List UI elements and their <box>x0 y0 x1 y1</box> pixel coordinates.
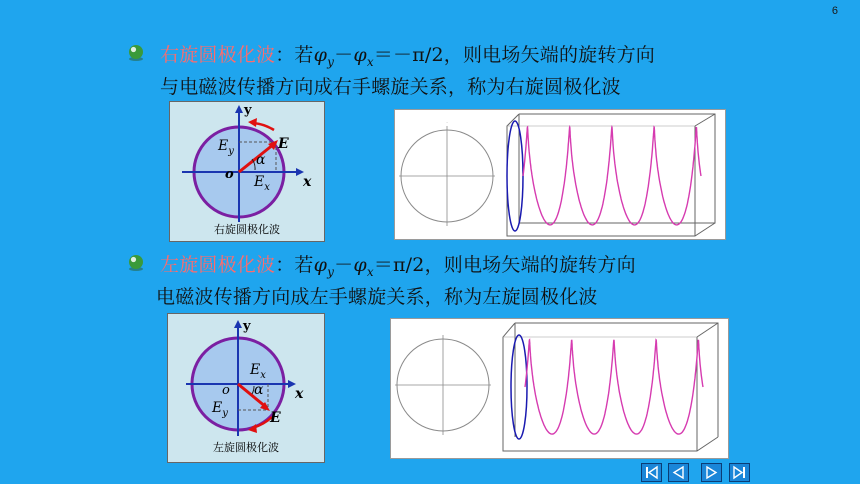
left-polarization-line2: 电磁波传播方向成左手螺旋关系，称为左旋圆极化波 <box>156 286 598 308</box>
last-slide-button[interactable] <box>729 463 750 482</box>
origin-label: o <box>222 383 230 398</box>
ex-label: $E_x$ <box>250 362 266 381</box>
e-vector-label: E <box>270 410 281 426</box>
e-vector-label: E <box>278 136 289 152</box>
x-axis-label: x <box>303 174 312 190</box>
page-number: 6 <box>831 5 838 17</box>
origin-label: o <box>225 167 234 182</box>
bullet-icon <box>127 44 145 62</box>
diagram-caption: 左旋圆极化波 <box>213 442 279 454</box>
bullet-icon <box>127 254 145 272</box>
right-polarization-term: 右旋圆极化波 <box>160 44 276 66</box>
diagram-caption: 右旋圆极化波 <box>214 224 280 236</box>
right-wave-curve <box>523 127 701 225</box>
left-wave-visualization <box>390 318 729 459</box>
x-axis-label: x <box>295 386 304 402</box>
left-polarization-diagram <box>167 313 325 463</box>
next-slide-button[interactable] <box>701 463 722 482</box>
ex-label: $E_x$ <box>254 174 270 193</box>
first-slide-button[interactable] <box>641 463 662 482</box>
alpha-label: α <box>254 382 264 398</box>
ey-label: $E_y$ <box>218 138 234 157</box>
phase-condition: $\varphi_y-\varphi_x$ <box>313 44 374 69</box>
right-wave-visualization <box>394 109 726 240</box>
alpha-label: α <box>256 152 266 168</box>
left-polarization-term: 左旋圆极化波 <box>160 254 276 276</box>
ey-label: $E_y$ <box>212 400 228 419</box>
right-polarization-line2: 与电磁波传播方向成右手螺旋关系，称为右旋圆极化波 <box>160 76 621 98</box>
right-polarization-diagram <box>169 101 325 242</box>
y-axis-label: y <box>243 319 251 334</box>
left-wave-curve <box>525 340 703 434</box>
svg-text:·: · <box>446 120 448 126</box>
left-polarization-line1: 左旋圆极化波：若$\varphi_y-\varphi_x=\pi/2$，则电场矢端的旋转方向 <box>160 254 636 279</box>
phase-condition: $\varphi_y-\varphi_x$ <box>313 254 374 279</box>
right-polarization-line1: 右旋圆极化波：若$\varphi_y-\varphi_x=-\pi/2$，则电场矢端的旋转方向 <box>160 44 655 69</box>
previous-slide-button[interactable] <box>668 463 689 482</box>
y-axis-label: y <box>244 103 252 118</box>
